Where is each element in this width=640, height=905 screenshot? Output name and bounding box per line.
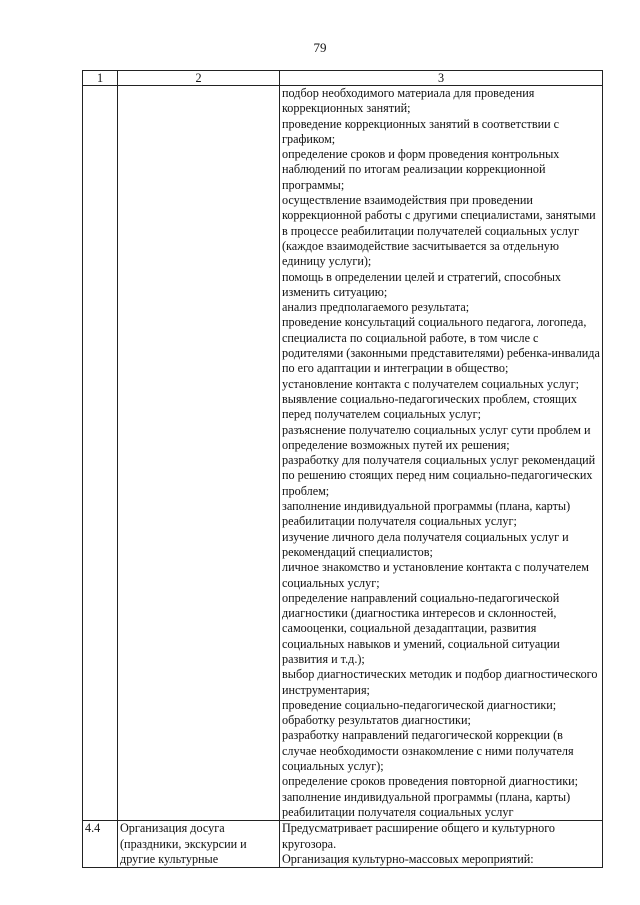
page-number: 79 — [313, 40, 327, 55]
description-item: осуществление взаимодействия при проведении коррекционной работы с другими специалистами, занятыми в процессе реабилитации получателей социальных услуг (каждое взаимодействие засчитывается за отдельную единицу услуги); — [282, 193, 596, 269]
description-item: обработку результатов диагностики; — [282, 713, 471, 728]
description-item: разработку для получателя социальных услуг рекомендаций по решению стоящих перед ним социально-педагогических проблем; — [282, 453, 596, 498]
description-item: определение направлений социально-педагогической диагностики (диагностика интересов и склонностей, самооценки, социальной дезадаптации, развития социальных навыков и умений, социальной ситуации развития и т.д.); — [282, 590, 560, 666]
description-item: Предусматривает расширение общего и культурного кругозора. — [282, 821, 556, 851]
description-item: определение сроков проведения повторной диагностики; — [282, 774, 579, 789]
column-header-1: 1 — [83, 71, 118, 86]
table-row-continuation — [83, 86, 603, 821]
service-description — [280, 821, 603, 868]
row-number: 4.4 — [83, 821, 118, 868]
service-description — [280, 86, 603, 821]
description-item: разъяснение получателю социальных услуг сути проблем и определение возможных путей их решения; — [282, 422, 591, 452]
description-item: определение сроков и форм проведения контрольных наблюдений по итогам реализации коррекционной программы; — [282, 147, 560, 192]
description-item: заполнение индивидуальной программы (плана, карты) реабилитации получателя социальных услуг — [282, 789, 571, 819]
services-table — [82, 70, 603, 868]
table-row-4-4 — [83, 821, 603, 868]
description-item: личное знакомство и установление контакта с получателем социальных услуг; — [282, 560, 590, 590]
table-header-row — [83, 71, 603, 86]
row-number — [83, 86, 118, 821]
description-item: выбор диагностических методик и подбор диагностического инструментария; — [282, 667, 598, 697]
description-item: проведение коррекционных занятий в соответствии с графиком; — [282, 116, 560, 146]
description-item: анализ предполагаемого результата; — [282, 300, 470, 315]
description-item: изучение личного дела получателя социальных услуг и рекомендаций специалистов; — [282, 529, 569, 559]
description-item: проведение социально-педагогической диагностики; — [282, 697, 557, 712]
description-item: Организация культурно-массовых мероприятий: — [282, 851, 534, 866]
description-item: разработку направлений педагогической коррекции (в случае необходимости ознакомление с ними получателя социальных услуг); — [282, 728, 574, 774]
service-name — [118, 86, 280, 821]
column-header-2: 2 — [118, 71, 280, 86]
column-header-3: 3 — [280, 71, 603, 86]
description-item: выявление социально-педагогических проблем, стоящих перед получателем социальных услуг; — [282, 391, 577, 422]
description-item: установление контакта с получателем социальных услуг; — [282, 376, 579, 391]
description-item: заполнение индивидуальной программы (плана, карты) реабилитации получателя социальных услуг; — [282, 499, 571, 529]
description-item: проведение консультаций социального педагога, логопеда, специалиста по социальной работе, в том числе с родителями (законными представителями) ребенка-инвалида по его адаптации и интеграции в общество; — [282, 315, 600, 376]
description-item: помощь в определении целей и стратегий, способных изменить ситуацию; — [282, 269, 561, 299]
description-item: подбор необходимого материала для проведения коррекционных занятий; — [282, 86, 535, 116]
service-name: Организация досуга (праздники, экскурсии и другие культурные — [118, 821, 280, 868]
